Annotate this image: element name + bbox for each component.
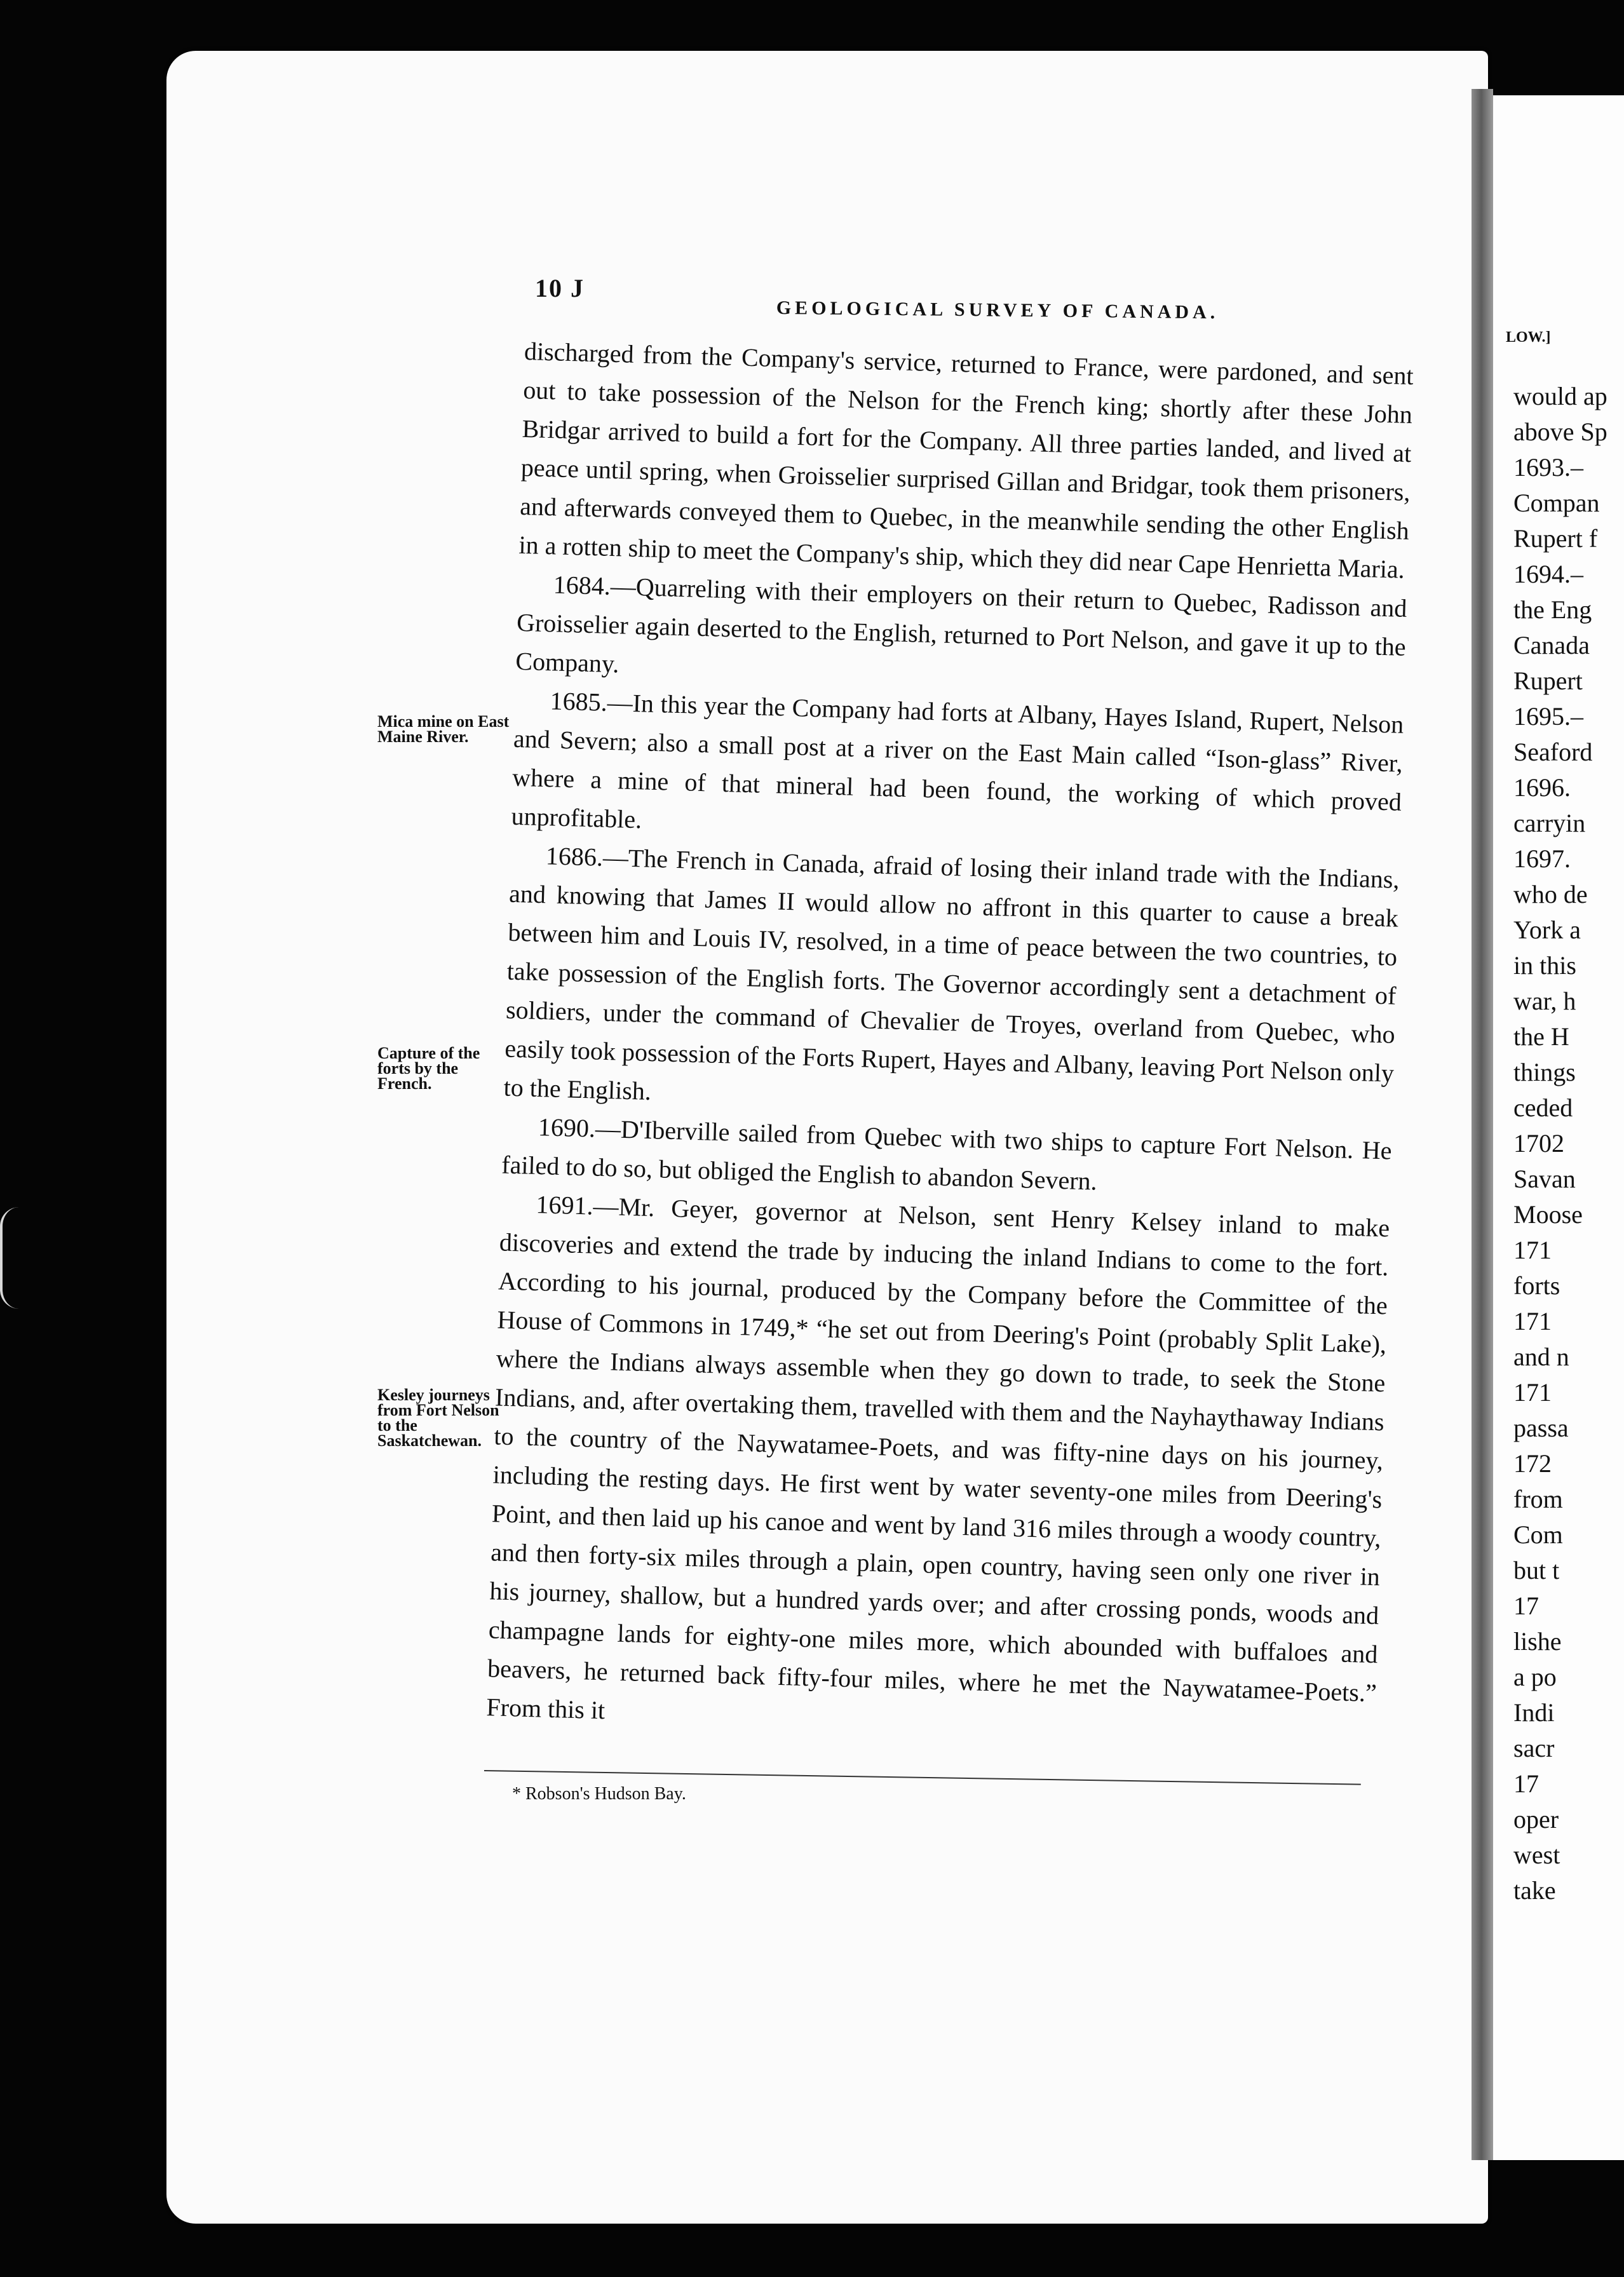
facing-page-line: in this: [1513, 951, 1576, 980]
margin-note-kelsey: Kesley journeys from Fort Nelson to the Saskatchewan.: [377, 1386, 499, 1450]
facing-page-line: 17: [1513, 1591, 1539, 1620]
facing-page-line: 17: [1513, 1769, 1539, 1798]
facing-page-line: Compan: [1513, 489, 1600, 517]
paragraph: 1685.—In this year the Company had forts at Albany, Hayes Island, Rupert, Nelson and Severn; also a small post at a river on the East Main called “Ison-glass” River, where a mine of that mineral had been found, the working of which proved unprofitable.: [511, 686, 1404, 834]
facing-page-line: lishe: [1513, 1627, 1562, 1656]
book-spine: [1472, 89, 1493, 2160]
facing-page-line: forts: [1513, 1271, 1560, 1300]
facing-page-text: [1513, 379, 1624, 1909]
paragraph: 1686.—The French in Canada, afraid of losing their inland trade with the Indians, and knowing that James II would allow no affront in this quarter to cause a break between him and Louis IV, resolved, in a time of peace between the two countries, to take possession of the English forts. The Governor accordingly sent a detachment of soldiers, under the command of Chevalier de Troyes, overland from Quebec, who easily took possession of the Forts Rupert, Hayes and Albany, leaving Port Nelson only to the English.: [503, 841, 1400, 1106]
paragraph: 1690.—D'Iberville sailed from Quebec with two ships to capture Fort Nelson. He failed to do so, but obliged the English to abandon Severn.: [501, 1112, 1393, 1196]
facing-page-line: Moose: [1513, 1200, 1583, 1229]
facing-page-line: Canada: [1513, 631, 1590, 659]
facing-page-line: 1697.: [1513, 844, 1571, 873]
facing-page-line: above Sp: [1513, 417, 1607, 446]
facing-page-line: take: [1513, 1876, 1556, 1905]
facing-page-line: would ap: [1513, 382, 1607, 410]
facing-page-line: 1702: [1513, 1129, 1564, 1158]
facing-page-line: 1694.–: [1513, 560, 1583, 588]
facing-page-line: Rupert f: [1513, 524, 1598, 553]
facing-page-line: the H: [1513, 1022, 1569, 1051]
facing-page-line: 1693.–: [1513, 453, 1583, 482]
facing-page-line: 1695.–: [1513, 702, 1583, 731]
facing-page-line: war, h: [1513, 987, 1576, 1015]
scan-edge-mark: [0, 1207, 28, 1309]
facing-page-line: a po: [1513, 1663, 1557, 1691]
paragraph: discharged from the Company's service, returned to France, were pardoned, and sent out to take possession of the Nelson for the French king; shortly after these John Bridgar arrived to build a fort for the Company. All three parties landed, and lived at peace until spring, when Groisselier surprised Gillan and Bridgar, took them prisoners, and afterwards conveyed them to Quebec, in the meanwhile sending the other English in a rotten ship to meet the Company's ship, which they did near Cape Henrietta Maria.: [518, 336, 1414, 584]
facing-page-line: from: [1513, 1485, 1563, 1513]
facing-page-line: the Eng: [1513, 595, 1592, 624]
facing-page-line: who de: [1513, 880, 1588, 909]
facing-page-line: 171: [1513, 1236, 1552, 1264]
facing-page-line: west: [1513, 1841, 1560, 1869]
running-title: GEOLOGICAL SURVEY OF CANADA.: [776, 297, 1219, 323]
facing-page-line: oper: [1513, 1805, 1559, 1834]
body-text: [486, 332, 1414, 1751]
paragraph: 1684.—Quarreling with their employers on their return to Quebec, Radisson and Groisselier again deserted to the English, returned to Port Nelson, and gave it up to the Company.: [515, 570, 1408, 679]
facing-page-line: ceded: [1513, 1093, 1573, 1122]
facing-page-line: things: [1513, 1058, 1576, 1086]
margin-note-capture: Capture of the forts by the French.: [377, 1044, 480, 1093]
footnote: * Robson's Hudson Bay.: [512, 1784, 686, 1804]
facing-page-line: and n: [1513, 1342, 1569, 1371]
facing-page-line: sacr: [1513, 1734, 1555, 1762]
margin-note-mica: Mica mine on East Maine River.: [377, 712, 510, 746]
page-number: 10 J: [535, 274, 585, 302]
facing-page-line: Savan: [1513, 1165, 1576, 1193]
facing-page-line: York a: [1513, 916, 1581, 944]
facing-page-line: Com: [1513, 1520, 1563, 1549]
facing-page-line: 171: [1513, 1378, 1552, 1407]
facing-page-line: passa: [1513, 1414, 1569, 1442]
facing-page-line: carryin: [1513, 809, 1586, 837]
facing-page-header: LOW.]: [1506, 329, 1551, 346]
facing-page-line: 171: [1513, 1307, 1552, 1335]
facing-page-line: 1696.: [1513, 773, 1571, 802]
paragraph: 1691.—Mr. Geyer, governor at Nelson, sent Henry Kelsey inland to make discoveries and extend the trade by inducing the inland Indians to come to the fort. According to his journal, produced by the Company before the Committee of the House of Commons in 1749,* “he set out from Deering's Point (probably Split Lake), where the Indians always assemble when they go down to trade, to seek the Stone Indians, and, after overtaking them, travelled with them and the Nayhaythaway Indians to the country of the Naywatamee-Poets, and was fifty-nine days on his journey, including the resting days. He first went by water seventy-one miles from Deering's Point, and then laid up his canoe and went by land 316 miles through a woody country, and then forty-six miles through a plain, open country, having seen only one river in his journey, shallow, but a hundred yards over; and after crossing ponds, woods and champagne lands for eighty-one miles more, which abounded with buffaloes and beavers, he returned back fifty-four miles, where he met the Naywatamee-Poets.” From this it: [485, 1190, 1390, 1725]
facing-page-line: but t: [1513, 1556, 1560, 1584]
facing-page-line: Indi: [1513, 1698, 1555, 1727]
facing-page-line: 172: [1513, 1449, 1552, 1478]
facing-page-line: Rupert: [1513, 666, 1583, 695]
facing-page-line: Seaford: [1513, 738, 1593, 766]
